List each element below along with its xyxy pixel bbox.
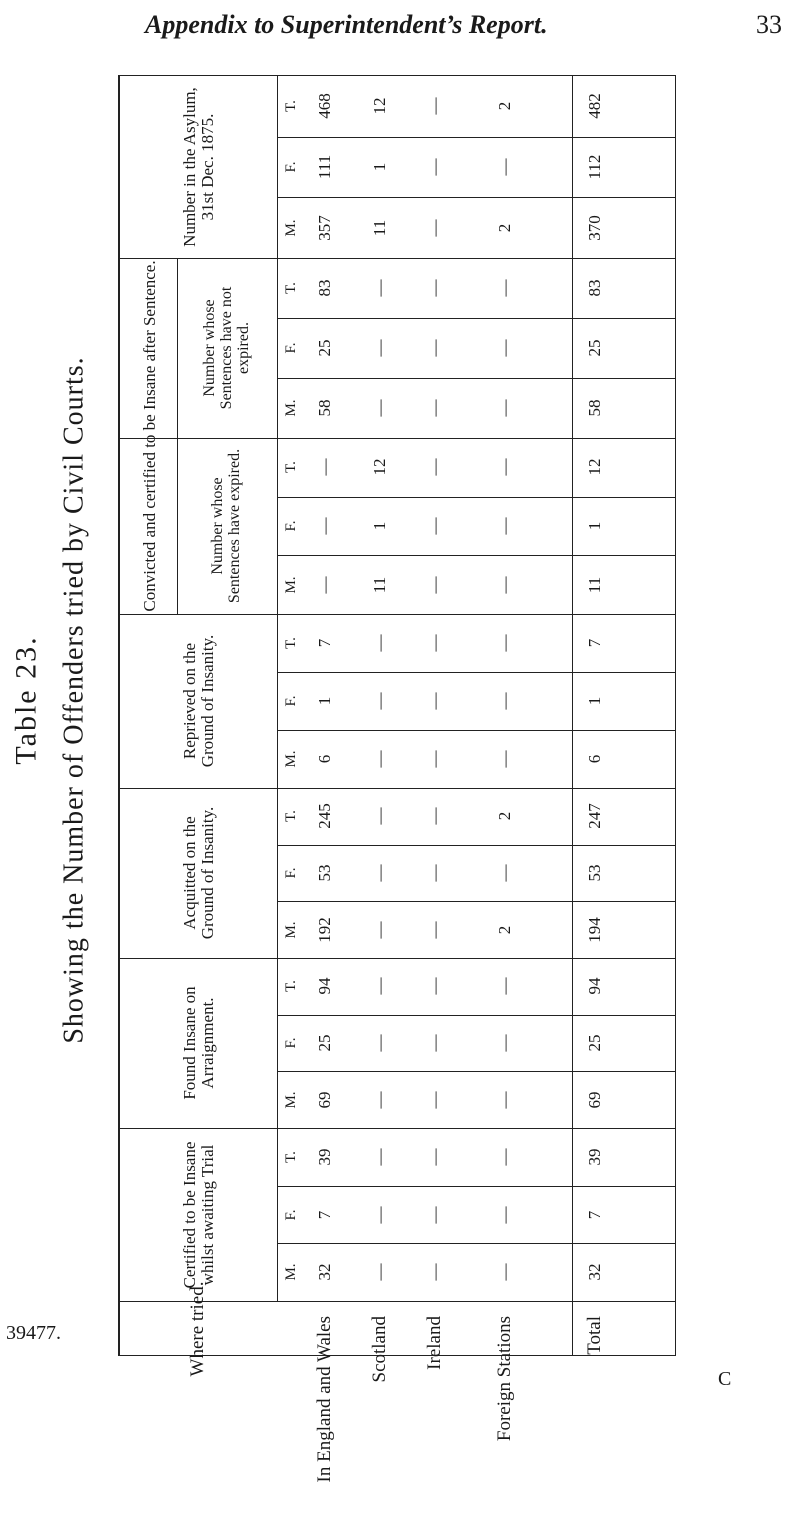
rule	[120, 438, 675, 439]
cell-awaiting-r1-c0: —	[370, 1263, 390, 1281]
group-label-awaiting: Certified to be Insane whilst awaiting Trial	[179, 1141, 217, 1288]
col-head-acquitted-t: T.	[283, 810, 300, 823]
cell-asylum-r4-c2: 482	[585, 93, 605, 120]
row-label-1: Scotland	[369, 1316, 391, 1383]
cell-not-expired-r4-c2: 83	[585, 279, 605, 297]
group-label-arraignment: Found Insane on Arraignment.	[179, 986, 217, 1100]
cell-awaiting-r2-c2: —	[425, 1148, 445, 1166]
rule	[120, 258, 675, 259]
rule	[120, 1128, 675, 1129]
footer-letter: C	[718, 1368, 732, 1390]
col-head-expired-t: T.	[283, 461, 300, 474]
cell-awaiting-r3-c2: —	[495, 1148, 515, 1166]
cell-reprieved-r3-c2: —	[495, 634, 515, 652]
rule	[277, 1015, 675, 1016]
col-head-awaiting-f: F.	[283, 1209, 300, 1220]
cell-reprieved-r4-c2: 7	[585, 638, 605, 648]
cell-expired-r4-c0: 11	[585, 576, 605, 593]
cell-asylum-r3-c2: 2	[495, 102, 515, 111]
col-head-arraignment-f: F.	[283, 1037, 300, 1049]
cell-awaiting-r0-c2: 39	[315, 1148, 335, 1166]
group-label-expired: Number whose Sentences have expired.	[209, 448, 243, 604]
cell-reprieved-r2-c2: —	[425, 634, 445, 652]
cell-arraignment-r0-c0: 69	[315, 1091, 335, 1109]
cell-expired-r1-c2: 12	[370, 458, 390, 476]
rule	[277, 197, 675, 198]
rule	[277, 672, 675, 673]
cell-expired-r2-c0: —	[425, 576, 445, 594]
cell-awaiting-r0-c1: 7	[315, 1210, 335, 1219]
row-label-4: Total	[584, 1316, 606, 1355]
col-head-expired-m: M.	[283, 576, 300, 594]
cell-not-expired-r0-c0: 58	[315, 399, 335, 417]
cell-not-expired-r4-c1: 25	[585, 339, 605, 357]
rule	[277, 845, 675, 846]
cell-reprieved-r3-c1: —	[495, 692, 515, 710]
col-head-acquitted-f: F.	[283, 867, 300, 879]
col-head-reprieved-m: M.	[283, 750, 300, 768]
footer-signature: 39477.	[6, 1322, 61, 1344]
cell-asylum-r0-c2: 468	[315, 93, 335, 120]
rule	[277, 497, 675, 498]
group-label-asylum: Number in the Asylum, 31st Dec. 1875.	[179, 87, 217, 247]
col-head-not-expired-m: M.	[283, 399, 300, 417]
cell-reprieved-r4-c0: 6	[585, 754, 605, 764]
table-label: Table 23.	[9, 635, 43, 765]
rule	[277, 555, 675, 556]
cell-expired-r2-c1: —	[425, 517, 445, 535]
cell-asylum-r4-c1: 112	[585, 154, 605, 180]
cell-not-expired-r3-c0: —	[495, 399, 515, 417]
col-head-arraignment-m: M.	[283, 1091, 300, 1109]
cell-arraignment-r1-c0: —	[370, 1091, 390, 1109]
cell-acquitted-r0-c2: 245	[315, 803, 335, 830]
row-label-3: Foreign Stations	[494, 1316, 516, 1442]
cell-reprieved-r2-c0: —	[425, 750, 445, 768]
rule	[177, 258, 178, 614]
cell-acquitted-r1-c1: —	[370, 864, 390, 882]
cell-asylum-r0-c0: 357	[315, 214, 335, 241]
cell-asylum-r1-c1: 1	[370, 162, 390, 172]
cell-not-expired-r1-c0: —	[370, 399, 390, 417]
row-label-0: In England and Wales	[314, 1316, 336, 1483]
cell-awaiting-r4-c0: 32	[585, 1263, 605, 1281]
cell-asylum-r1-c0: 11	[370, 219, 390, 236]
cell-not-expired-r2-c0: —	[425, 399, 445, 417]
cell-expired-r3-c1: —	[495, 517, 515, 535]
cell-expired-r0-c2: —	[315, 458, 335, 476]
rule	[277, 1243, 675, 1244]
cell-acquitted-r4-c1: 53	[585, 864, 605, 882]
cell-acquitted-r1-c0: —	[370, 921, 390, 939]
cell-asylum-r4-c0: 370	[585, 214, 605, 241]
cell-asylum-r2-c1: —	[425, 158, 445, 176]
col-head-awaiting-t: T.	[283, 1150, 300, 1163]
cell-reprieved-r1-c0: —	[370, 750, 390, 768]
rule	[277, 1071, 675, 1072]
cell-expired-r1-c1: 1	[370, 521, 390, 531]
rule	[277, 318, 675, 319]
rule	[277, 378, 675, 379]
cell-not-expired-r1-c2: —	[370, 279, 390, 297]
cell-awaiting-r0-c0: 32	[315, 1263, 335, 1281]
cell-reprieved-r0-c2: 7	[315, 638, 335, 648]
col-head-asylum-m: M.	[283, 219, 300, 237]
cell-arraignment-r0-c1: 25	[315, 1034, 335, 1052]
cell-acquitted-r3-c1: —	[495, 864, 515, 882]
col-head-reprieved-f: F.	[283, 695, 300, 707]
cell-reprieved-r0-c0: 6	[315, 754, 335, 764]
col-head-acquitted-m: M.	[283, 921, 300, 939]
cell-expired-r0-c1: —	[315, 517, 335, 535]
cell-not-expired-r4-c0: 58	[585, 399, 605, 417]
cell-not-expired-r3-c2: —	[495, 279, 515, 297]
cell-expired-r4-c1: 1	[585, 521, 605, 531]
cell-not-expired-r0-c2: 83	[315, 279, 335, 297]
cell-acquitted-r2-c1: —	[425, 864, 445, 882]
cell-awaiting-r2-c1: —	[425, 1206, 445, 1223]
cell-arraignment-r4-c1: 25	[585, 1034, 605, 1052]
cell-awaiting-r3-c1: —	[495, 1206, 515, 1223]
cell-acquitted-r3-c0: 2	[495, 925, 515, 934]
rule	[120, 788, 675, 789]
group-label-acquitted: Acquitted on the Ground of Insanity.	[179, 806, 217, 940]
rule	[277, 76, 278, 1301]
cell-expired-r3-c0: —	[495, 576, 515, 594]
cell-expired-r0-c0: —	[315, 576, 335, 594]
cell-awaiting-r4-c2: 39	[585, 1148, 605, 1166]
stub-header: Where tried.	[187, 1281, 209, 1376]
cell-not-expired-r0-c1: 25	[315, 339, 335, 357]
cell-awaiting-r3-c0: —	[495, 1263, 515, 1281]
rule	[277, 1186, 675, 1187]
cell-asylum-r0-c1: 111	[315, 154, 335, 180]
cell-reprieved-r4-c1: 1	[585, 696, 605, 706]
cell-arraignment-r1-c2: —	[370, 977, 390, 995]
col-head-not-expired-t: T.	[283, 282, 300, 294]
cell-awaiting-r4-c1: 7	[585, 1210, 605, 1219]
col-head-not-expired-f: F.	[283, 342, 300, 354]
cell-not-expired-r2-c2: —	[425, 279, 445, 297]
cell-awaiting-r2-c0: —	[425, 1263, 445, 1281]
cell-awaiting-r1-c1: —	[370, 1206, 390, 1223]
cell-arraignment-r2-c1: —	[425, 1034, 445, 1052]
cell-acquitted-r2-c2: —	[425, 807, 445, 825]
cell-arraignment-r2-c2: —	[425, 977, 445, 995]
cell-arraignment-r1-c1: —	[370, 1034, 390, 1052]
cell-acquitted-r1-c2: —	[370, 807, 390, 825]
cell-arraignment-r2-c0: —	[425, 1091, 445, 1109]
group-label-not-expired: Number whose Sentences have not expired.	[200, 286, 252, 410]
offenders-table	[118, 75, 676, 1483]
col-head-reprieved-t: T.	[283, 637, 300, 649]
cell-arraignment-r4-c0: 69	[585, 1091, 605, 1109]
cell-reprieved-r0-c1: 1	[315, 696, 335, 706]
row-label-2: Ireland	[424, 1316, 446, 1370]
cell-not-expired-r2-c1: —	[425, 339, 445, 357]
cell-arraignment-r4-c2: 94	[585, 977, 605, 995]
group-label-reprieved: Reprieved on the Ground of Insanity.	[179, 634, 217, 768]
cell-expired-r2-c2: —	[425, 458, 445, 476]
table-title: Showing the Number of Offenders tried by Civil Courts.	[58, 356, 90, 1044]
cell-reprieved-r3-c0: —	[495, 750, 515, 768]
running-header-title: Appendix to Superintendent’s Report.	[145, 10, 548, 39]
col-head-expired-f: F.	[283, 520, 300, 532]
cell-acquitted-r0-c0: 192	[315, 916, 335, 943]
cell-not-expired-r3-c1: —	[495, 339, 515, 357]
col-head-asylum-t: T.	[283, 100, 300, 113]
cell-acquitted-r4-c2: 247	[585, 803, 605, 830]
rule	[277, 730, 675, 731]
col-head-asylum-f: F.	[283, 161, 300, 173]
cell-expired-r4-c2: 12	[585, 458, 605, 476]
cell-expired-r3-c2: —	[495, 458, 515, 476]
rule	[572, 76, 573, 1356]
page-number: 33	[756, 10, 782, 39]
col-head-arraignment-t: T.	[283, 980, 300, 993]
cell-awaiting-r1-c2: —	[370, 1148, 390, 1166]
cell-arraignment-r3-c1: —	[495, 1034, 515, 1052]
rule	[120, 958, 675, 959]
cell-asylum-r3-c1: —	[495, 158, 515, 176]
cell-arraignment-r0-c2: 94	[315, 977, 335, 995]
cell-acquitted-r4-c0: 194	[585, 916, 605, 943]
rule	[277, 901, 675, 902]
rule	[277, 137, 675, 138]
cell-arraignment-r3-c2: —	[495, 977, 515, 995]
cell-asylum-r1-c2: 12	[370, 97, 390, 115]
cell-acquitted-r2-c0: —	[425, 921, 445, 939]
cell-asylum-r2-c2: —	[425, 97, 445, 115]
col-head-awaiting-m: M.	[283, 1263, 300, 1281]
cell-reprieved-r1-c1: —	[370, 692, 390, 710]
cell-reprieved-r1-c2: —	[370, 634, 390, 652]
cell-acquitted-r0-c1: 53	[315, 864, 335, 882]
cell-expired-r1-c0: 11	[370, 576, 390, 593]
cell-asylum-r2-c0: —	[425, 219, 445, 237]
cell-arraignment-r3-c0: —	[495, 1091, 515, 1109]
cell-asylum-r3-c0: 2	[495, 223, 515, 232]
cell-not-expired-r1-c1: —	[370, 339, 390, 357]
rule	[120, 614, 675, 615]
cell-acquitted-r3-c2: 2	[495, 812, 515, 821]
cell-reprieved-r2-c1: —	[425, 692, 445, 710]
super-group-label: Convicted and certified to be Insane after Sentence.	[140, 260, 160, 612]
